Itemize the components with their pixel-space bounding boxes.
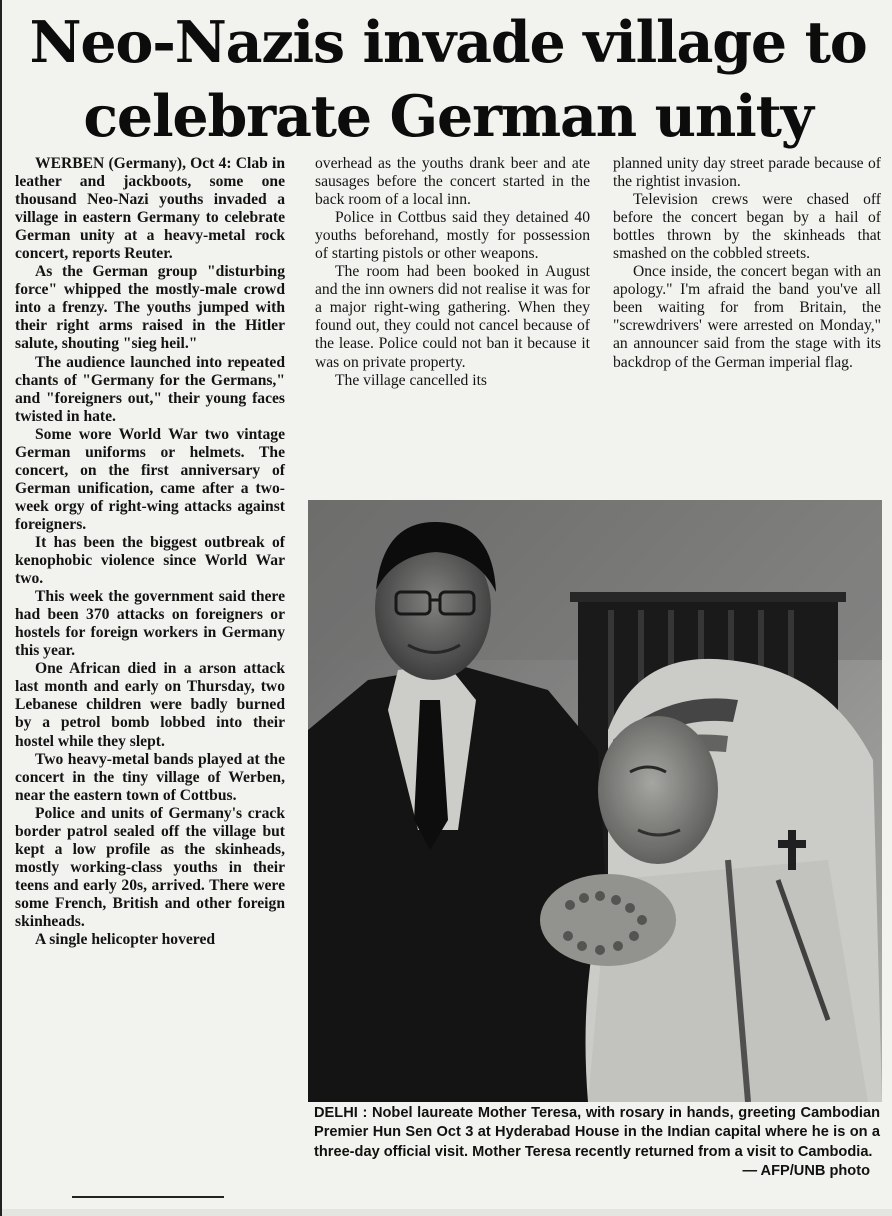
article-column-3 <box>613 155 881 372</box>
paragraph: Some wore World War two vintage German uniforms or helmets. The concert, on the first anniversary of German unification, came after a two-week orgy of right-wing attacks against foreigners. <box>15 425 285 533</box>
news-photo <box>308 500 882 1102</box>
headline-line-1: Neo-Nazis invade village to <box>29 9 867 76</box>
paragraph: Police in Cottbus said they detained 40 youths beforehand, mostly for possession of starting pistols or other weapons. <box>315 209 590 263</box>
caption-text: : Nobel laureate Mother Teresa, with rosary in hands, greeting Cambodian Premier Hun Sen Oct 3 at Hyderabad House in the Indian capital where he is on a three-day official visit. Mother Teresa recently returned from a visit to Cambodia. <box>314 1105 880 1160</box>
photo-illustration <box>308 500 882 1102</box>
paragraph: The village cancelled its <box>335 371 487 389</box>
photo-credit: — AFP/UNB photo <box>742 1162 870 1179</box>
paragraph: This week the government said there had been 370 attacks on foreigners or hostels for foreign workers in Germany this year. <box>15 588 285 660</box>
paragraph: Police and units of Germany's crack border patrol sealed off the village but kept a low profile as the skinheads, mostly working-class youths in their teens and early 20s, arrived. There were some French, British and other foreign skinheads. <box>15 804 285 930</box>
paragraph: The audience launched into repeated chants of "Germany for the Germans," and "foreigners out," their young faces twisted in hate. <box>15 353 285 425</box>
paragraph: It has been the biggest outbreak of kenophobic violence since World War two. <box>15 533 285 588</box>
paragraph: overhead as the youths drank beer and ate sausages before the concert started in the back room of a local inn. <box>315 155 590 209</box>
caption-dateline: DELHI <box>314 1105 358 1121</box>
paragraph: planned unity day street parade because of the rightist invasion. <box>613 155 881 191</box>
paragraph: Once inside, the concert began with an apology." I'm afraid the band you've all been waiting for from Britain, the "screwdrivers' were arrested on Monday," an announcer said from the stage with its backdrop of the German imperial flag. <box>613 263 881 371</box>
headline <box>2 6 892 154</box>
paragraph: Television crews were chased off before the concert began by a hail of bottles thrown by the skinheads that smashed on the cobbled streets. <box>613 191 881 263</box>
paragraph: A single helicopter hovered <box>35 931 216 949</box>
column-end-rule <box>72 1196 224 1198</box>
paragraph: WERBEN (Germany), Oct 4: Clab in leather and jackboots, some one thousand Neo-Nazi youths invaded a village in eastern Germany to celebrate German unity at a heavy-metal rock concert, reports Reuter. <box>15 155 285 263</box>
paragraph: Two heavy-metal bands played at the concert in the tiny village of Werben, near the eastern town of Cottbus. <box>15 750 285 804</box>
photo-caption <box>314 1104 880 1181</box>
article-column-2 <box>315 155 590 390</box>
article-column-1 <box>15 155 285 949</box>
paragraph: The room had been booked in August and the inn owners did not realise it was for a major right-wing gathering. When they found out, they could not cancel because of the lease. Police could not ban it because it was on private property. <box>315 263 590 371</box>
page-bottom-edge <box>2 1209 892 1216</box>
paragraph: As the German group "disturbing force" whipped the mostly-male crowd into a frenzy. The youths jumped with their right arms raised in the Hitler salute, shouting "sieg heil." <box>15 263 285 353</box>
headline-line-2: celebrate German unity <box>83 83 813 150</box>
paragraph: One African died in a arson attack last month and early on Thursday, two Lebanese children were badly burned by a petrol bomb lobbed into their hostel while they slept. <box>15 660 285 750</box>
